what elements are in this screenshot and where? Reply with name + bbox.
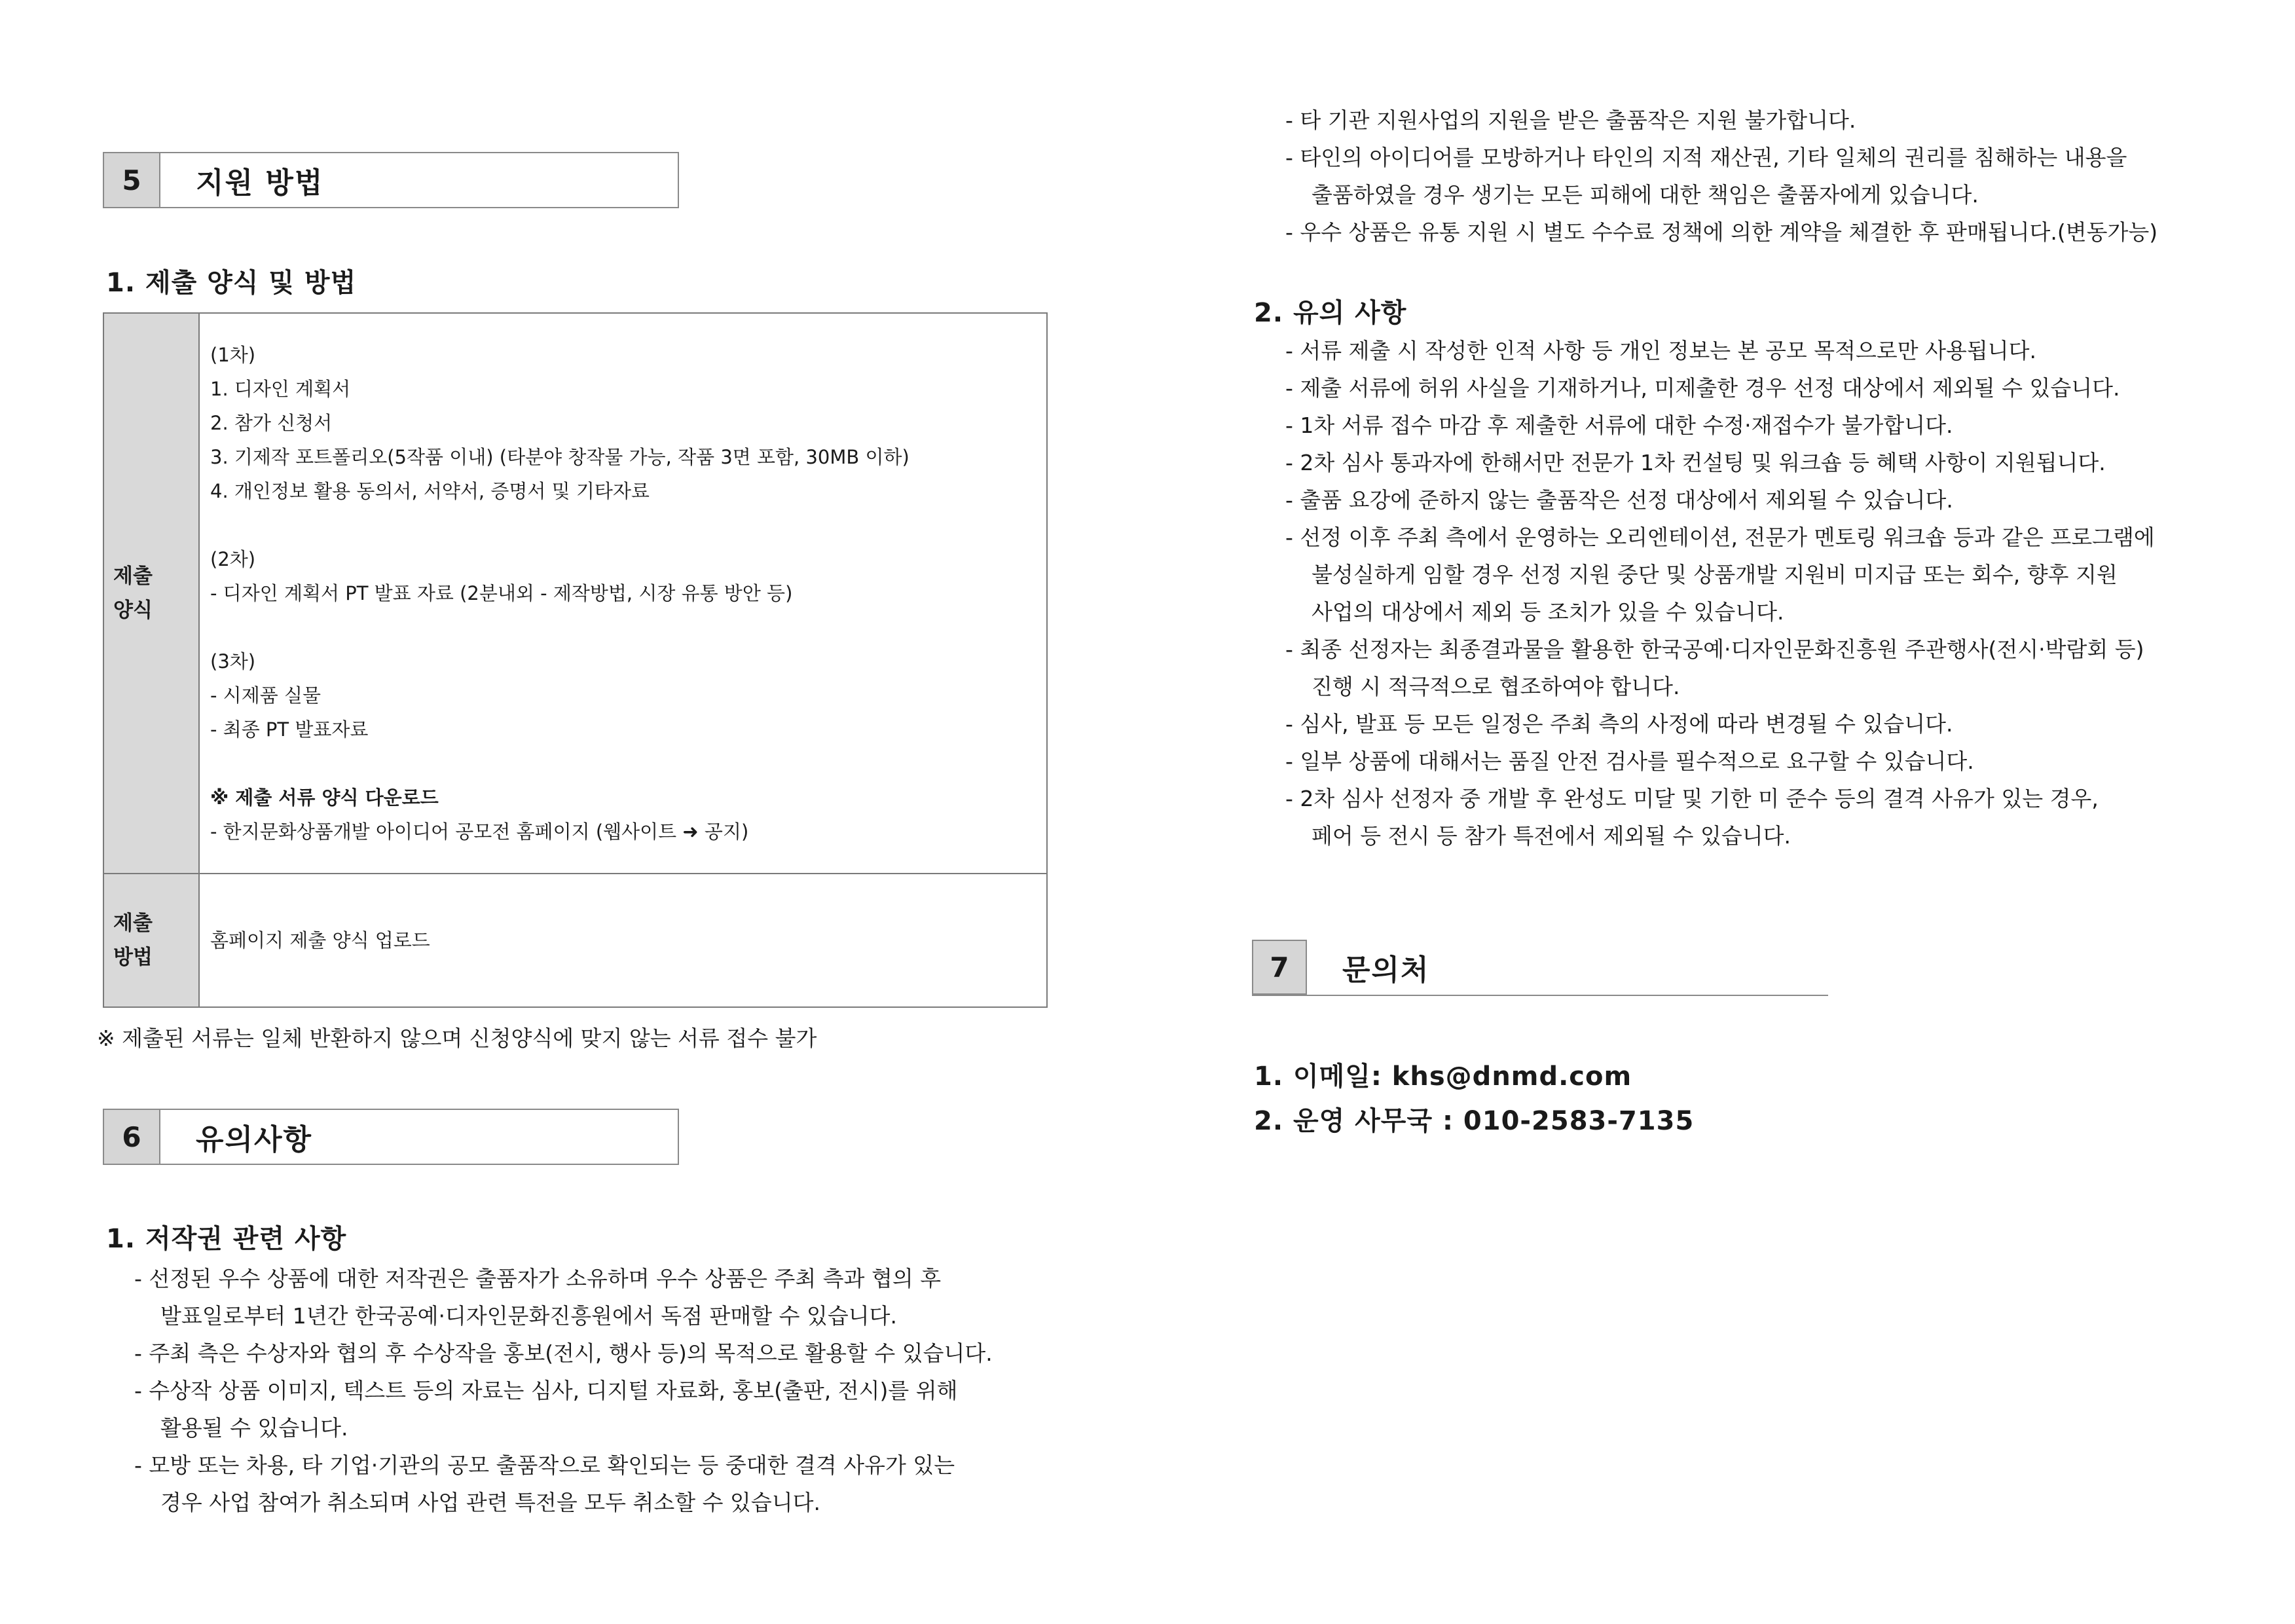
- row-label: [103, 874, 199, 1007]
- list-item: - 출품 요강에 준하지 않는 출품작은 선정 대상에서 제외될 수 있습니다.: [1285, 487, 1953, 513]
- list-item: - 선정 이후 주최 측에서 운영하는 오리엔테이션, 전문가 멘토링 워크숍 등과 같은 프로그램에: [1285, 525, 2155, 550]
- section-title: 지원 방법: [196, 166, 324, 200]
- content-line: (3차): [210, 650, 256, 673]
- row-content: [199, 313, 1047, 874]
- content-line: 4. 개인정보 활용 동의서, 서약서, 증명서 및 기타자료: [210, 480, 650, 502]
- eligibility-list: [1285, 101, 2157, 251]
- list-item-continuation: 페어 등 전시 등 참가 특전에서 제외될 수 있습니다.: [1312, 823, 1791, 849]
- row-label-line: 제출: [113, 564, 153, 588]
- submit-heading: 1. 제출 양식 및 방법: [106, 268, 357, 298]
- content-line: - 시제품 실물: [210, 684, 321, 707]
- section-6-header: [103, 1109, 679, 1165]
- content-line: (2차): [210, 548, 256, 570]
- content-line: - 최종 PT 발표자료: [210, 718, 369, 741]
- content-line: 1. 디자인 계획서: [210, 378, 351, 400]
- section-title: 문의처: [1342, 953, 1430, 987]
- content-line: [210, 508, 1046, 542]
- list-item: - 타인의 아이디어를 모방하거나 타인의 지적 재산권, 기타 일체의 권리를 침해하는 내용을: [1285, 145, 2127, 170]
- list-item: - 2차 심사 통과자에 한해서만 전문가 1차 컨설팅 및 워크숍 등 혜택 사항이 지원됩니다.: [1285, 450, 2106, 475]
- list-item-continuation: 출품하였을 경우 생기는 모든 피해에 대한 책임은 출품자에게 있습니다.: [1312, 182, 1979, 208]
- section-5-header: [103, 152, 679, 208]
- contact-email: 1. 이메일: khs@dnmd.com: [1254, 1061, 1632, 1092]
- section-title: 유의사항: [196, 1123, 313, 1156]
- list-item: - 일부 상품에 대해서는 품질 안전 검사를 필수적으로 요구할 수 있습니다.: [1285, 748, 1974, 774]
- table-row: [103, 874, 1047, 1007]
- download-title: ※ 제출 서류 양식 다운로드: [210, 786, 439, 809]
- list-item-continuation: 경우 사업 참여가 취소되며 사업 관련 특전을 모두 취소할 수 있습니다.: [160, 1490, 820, 1515]
- list-item: - 2차 심사 선정자 중 개발 후 완성도 미달 및 기한 미 준수 등의 결격 사유가 있는 경우,: [1285, 786, 2099, 811]
- copyright-list: [134, 1260, 993, 1521]
- list-item: - 주최 측은 수상자와 협의 후 수상작을 홍보(전시, 행사 등)의 목적으로 활용할 수 있습니다.: [134, 1340, 993, 1366]
- section-number: 5: [104, 153, 160, 207]
- list-item: - 선정된 우수 상품에 대한 저작권은 출품자가 소유하며 우수 상품은 주최 측과 협의 후: [134, 1266, 942, 1291]
- content-line: [210, 610, 1046, 644]
- contact-office: 2. 운영 사무국 : 010-2583-7135: [1254, 1106, 1695, 1136]
- content-line: 2. 참가 신청서: [210, 412, 333, 434]
- row-label-line: 방법: [113, 946, 153, 969]
- submission-footnote: ※ 제출된 서류는 일체 반환하지 않으며 신청양식에 맞지 않는 서류 접수 불가: [97, 1025, 817, 1051]
- list-item: - 우수 상품은 유통 지원 시 별도 수수료 정책에 의한 계약을 체결한 후 판매됩니다.(변동가능): [1285, 219, 2158, 245]
- caution-heading: 2. 유의 사항: [1254, 298, 1407, 328]
- section-number: 7: [1252, 940, 1307, 995]
- table-row: [103, 313, 1047, 874]
- content-line: (1차): [210, 344, 256, 366]
- section-7-header: [1252, 940, 1828, 996]
- list-item: - 타 기관 지원사업의 지원을 받은 출품작은 지원 불가합니다.: [1285, 107, 1856, 133]
- list-item-continuation: 발표일로부터 1년간 한국공예·디자인문화진흥원에서 독점 판매할 수 있습니다.: [160, 1303, 898, 1329]
- list-item-continuation: 진행 시 적극적으로 협조하여야 합니다.: [1312, 674, 1680, 699]
- list-item: - 모방 또는 차용, 타 기업·기관의 공모 출품작으로 확인되는 등 중대한 결격 사유가 있는: [134, 1452, 955, 1478]
- section-number: 6: [104, 1110, 160, 1164]
- list-item: - 서류 제출 시 작성한 인적 사항 등 개인 정보는 본 공모 목적으로만 사용됩니다.: [1285, 338, 2036, 363]
- list-item: - 수상작 상품 이미지, 텍스트 등의 자료는 심사, 디지털 자료화, 홍보(출판, 전시)를 위해: [134, 1378, 958, 1403]
- list-item: - 1차 서류 접수 마감 후 제출한 서류에 대한 수정·재접수가 불가합니다.: [1285, 413, 1953, 438]
- submission-table: [103, 312, 1048, 1008]
- content-line: 3. 기제작 포트폴리오(5작품 이내) (타분야 창작물 가능, 작품 3면 포함, 30MB 이하): [210, 446, 909, 468]
- content-line: [210, 747, 1046, 781]
- list-item: - 제출 서류에 허위 사실을 기재하거나, 미제출한 경우 선정 대상에서 제외될 수 있습니다.: [1285, 375, 2120, 401]
- content-line: - 디자인 계획서 PT 발표 자료 (2분내외 - 제작방법, 시장 유통 방안 등): [210, 582, 793, 604]
- list-item: - 심사, 발표 등 모든 일정은 주최 측의 사정에 따라 변경될 수 있습니다.: [1285, 711, 1953, 737]
- row-label-line: 제출: [113, 912, 153, 935]
- row-label: [103, 313, 199, 874]
- list-item-continuation: 활용될 수 있습니다.: [160, 1415, 348, 1441]
- copyright-heading: 1. 저작권 관련 사항: [106, 1224, 347, 1254]
- list-item-continuation: 불성실하게 임할 경우 선정 지원 중단 및 상품개발 지원비 미지급 또는 회수, 향후 지원: [1312, 562, 2118, 587]
- row-content: 홈페이지 제출 양식 업로드: [199, 874, 1047, 1007]
- list-item-continuation: 사업의 대상에서 제외 등 조치가 있을 수 있습니다.: [1312, 599, 1784, 625]
- caution-list: [1285, 332, 2155, 855]
- download-link-text: - 한지문화상품개발 아이디어 공모전 홈페이지 (웹사이트 ➜ 공지): [210, 821, 749, 843]
- list-item: - 최종 선정자는 최종결과물을 활용한 한국공예·디자인문화진흥원 주관행사(전시·박람회 등): [1285, 637, 2144, 662]
- row-label-line: 양식: [113, 599, 153, 622]
